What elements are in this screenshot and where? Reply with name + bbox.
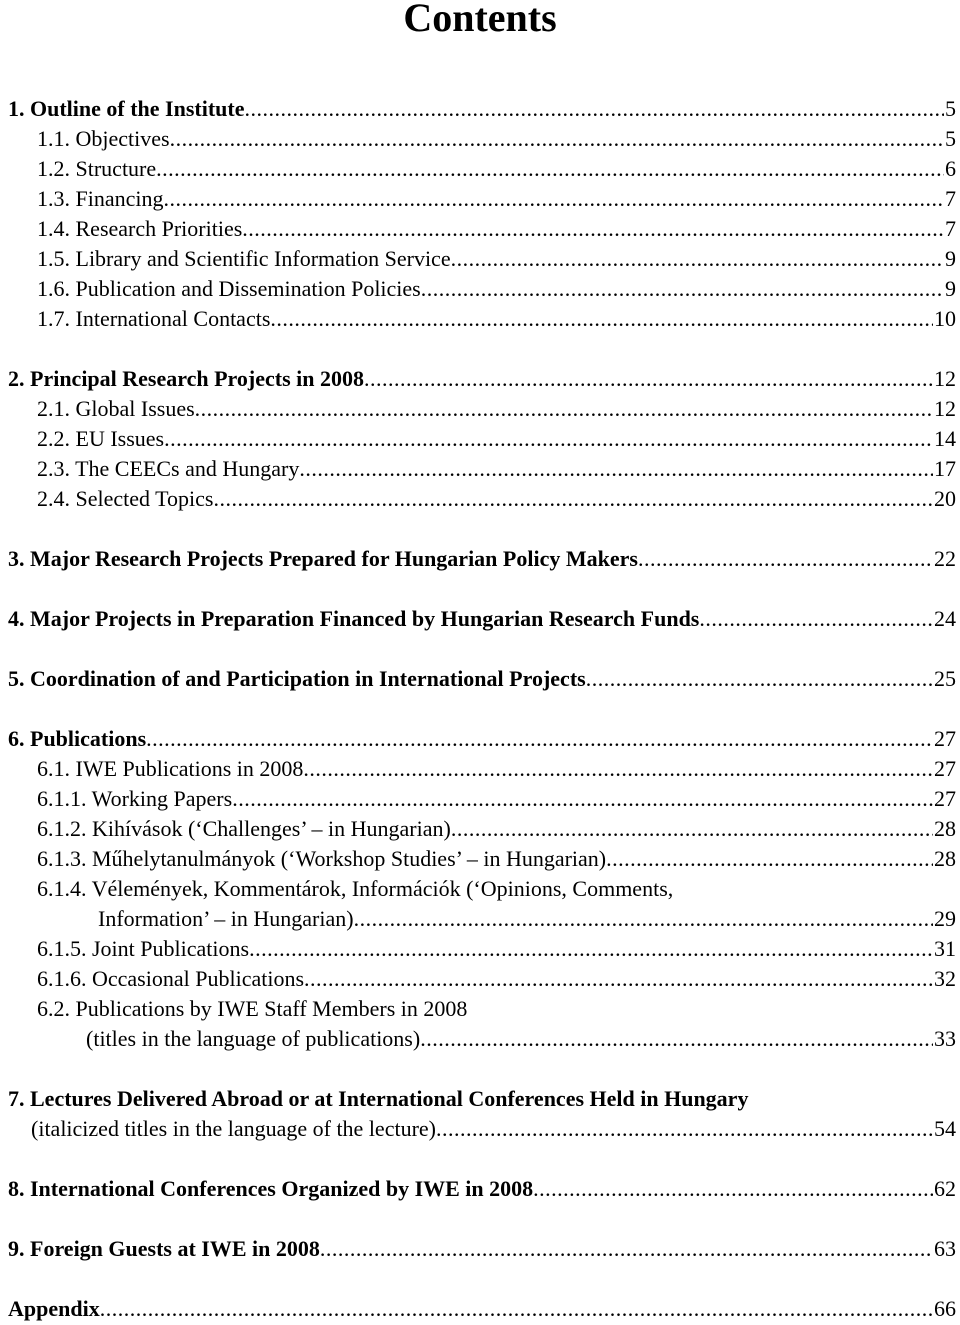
toc-entry-label: 4. Major Projects in Preparation Financed by Hungarian Research Funds (8, 606, 700, 631)
toc-page-number: 5 (945, 126, 956, 151)
toc-leader (304, 964, 933, 994)
toc-entry[interactable] (0, 724, 960, 754)
toc-leader (421, 274, 944, 304)
toc-entry[interactable] (0, 274, 960, 304)
toc-entry[interactable] (0, 1294, 960, 1324)
toc-page-number: 6 (945, 156, 956, 181)
toc-entry-label: 2.3. The CEECs and Hungary (37, 456, 300, 481)
toc-entry[interactable] (0, 1114, 960, 1144)
toc-page-number: 5 (945, 96, 956, 121)
toc-entry-label: 1.5. Library and Scientific Information Service (37, 246, 451, 271)
toc-entry-label: 5. Coordination of and Participation in International Projects (8, 666, 586, 691)
toc-entry-label: 1.4. Research Priorities (37, 216, 243, 241)
toc-entry-label: 6. Publications (8, 726, 147, 751)
toc-leader (451, 814, 933, 844)
toc-leader (170, 124, 944, 154)
toc-page-number: 28 (934, 846, 956, 871)
toc-entry[interactable] (0, 94, 960, 124)
toc-leader (195, 394, 933, 424)
toc-entry[interactable] (0, 424, 960, 454)
toc-entry-label: 1.7. International Contacts (37, 306, 271, 331)
toc-leader (533, 1174, 933, 1204)
toc-leader (232, 784, 933, 814)
toc-entry-label: 3. Major Research Projects Prepared for Hungarian Policy Makers (8, 546, 638, 571)
toc-entry[interactable] (0, 664, 960, 694)
toc-entry-label: 6.1.5. Joint Publications (37, 936, 250, 961)
page-title: Contents (403, 0, 557, 40)
toc-page-number: 62 (934, 1176, 956, 1201)
toc-leader (451, 244, 944, 274)
toc-leader (164, 184, 945, 214)
toc-page-number: 27 (934, 726, 956, 751)
toc-leader (320, 1234, 933, 1264)
toc-page-number: 7 (945, 216, 956, 241)
toc-entry[interactable] (0, 784, 960, 814)
toc-leader (213, 484, 933, 514)
toc-page-number: 28 (934, 816, 956, 841)
toc-entry[interactable] (0, 904, 960, 934)
toc-leader (245, 94, 945, 124)
toc-entry[interactable] (0, 1024, 960, 1054)
toc-entry[interactable] (0, 364, 960, 394)
toc-page-number: 25 (934, 666, 956, 691)
toc-entry-label: 1.1. Objectives (37, 126, 170, 151)
toc-leader (354, 904, 933, 934)
toc-page-number: 14 (934, 426, 956, 451)
toc-page-number: 12 (934, 396, 956, 421)
toc-entry-label: 1.2. Structure (37, 156, 157, 181)
toc-entry-label: 6.1.3. Műhelytanulmányok (‘Workshop Studies’ – in Hungarian) (37, 846, 607, 871)
toc-entry[interactable] (0, 814, 960, 844)
toc-leader (586, 664, 933, 694)
toc-entry[interactable] (0, 454, 960, 484)
toc-leader (606, 844, 933, 874)
toc-entry[interactable] (0, 934, 960, 964)
toc-leader (100, 1294, 933, 1324)
toc-entry-label: 1.6. Publication and Dissemination Policies (37, 276, 421, 301)
toc-entry-label: 6.1.4. Vélemények, Kommentárok, Információk (‘Opinions, Comments, (37, 876, 674, 901)
toc-entry[interactable] (0, 244, 960, 274)
toc-page-number: 63 (934, 1236, 956, 1261)
toc-entry[interactable] (0, 124, 960, 154)
toc-entry-label: 6.1.6. Occasional Publications (37, 966, 305, 991)
toc-entry-label: 2.1. Global Issues (37, 396, 195, 421)
toc-entry-label: 6.2. Publications by IWE Staff Members in 2008 (37, 996, 468, 1021)
toc-entry[interactable] (0, 394, 960, 424)
toc-page-number: 9 (945, 276, 956, 301)
toc-page-number: 27 (934, 756, 956, 781)
toc-entry-label: 6.1.1. Working Papers (37, 786, 233, 811)
toc-leader (242, 214, 944, 244)
toc-entry-label: Information’ – in Hungarian) (98, 906, 354, 931)
toc-entry[interactable] (0, 304, 960, 334)
toc-entry-label: 1. Outline of the Institute (8, 96, 245, 121)
toc-entry-label: 2.2. EU Issues (37, 426, 165, 451)
toc-page-number: 31 (934, 936, 956, 961)
toc-entry[interactable] (0, 964, 960, 994)
toc-leader (156, 154, 944, 184)
toc-entry[interactable] (0, 754, 960, 784)
toc-entry[interactable] (0, 154, 960, 184)
toc-page-number: 12 (934, 366, 956, 391)
toc-leader (364, 364, 933, 394)
toc-entry[interactable] (0, 484, 960, 514)
toc-page-number: 24 (934, 606, 956, 631)
toc-leader (164, 424, 933, 454)
toc-leader (303, 754, 933, 784)
toc-entry-label: (titles in the language of publications) (86, 1026, 421, 1051)
toc-page-number: 54 (934, 1116, 956, 1141)
toc-page-number: 29 (934, 906, 956, 931)
toc-entry[interactable] (0, 844, 960, 874)
toc-leader (638, 544, 933, 574)
toc-entry[interactable] (0, 214, 960, 244)
toc-entry[interactable] (0, 544, 960, 574)
toc-entry-label: 1.3. Financing (37, 186, 164, 211)
toc-entry-label: 9. Foreign Guests at IWE in 2008 (8, 1236, 320, 1261)
toc-leader (436, 1114, 933, 1144)
toc-entry[interactable] (0, 1234, 960, 1264)
toc-leader (146, 724, 933, 754)
toc-entry-label: 6.1.2. Kihívások (‘Challenges’ – in Hungarian) (37, 816, 451, 841)
toc-entry-label: 2. Principal Research Projects in 2008 (8, 366, 365, 391)
toc-entry[interactable] (0, 604, 960, 634)
toc-page-number: 9 (945, 246, 956, 271)
toc-leader (420, 1024, 933, 1054)
toc-page-number: 17 (934, 456, 956, 481)
toc-page-number: 7 (945, 186, 956, 211)
toc-leader (249, 934, 933, 964)
toc-page-number: 20 (934, 486, 956, 511)
toc-entry-label: Appendix (8, 1296, 100, 1321)
toc-entry[interactable] (0, 1174, 960, 1204)
toc-entry-label: 6.1. IWE Publications in 2008 (37, 756, 304, 781)
toc-leader (270, 304, 933, 334)
toc-leader (299, 454, 933, 484)
toc-page-number: 22 (934, 546, 956, 571)
toc-entry[interactable] (0, 184, 960, 214)
toc-page-number: 66 (934, 1296, 956, 1321)
toc-page-number: 27 (934, 786, 956, 811)
toc-entry-label: 2.4. Selected Topics (37, 486, 214, 511)
toc-page-number: 32 (934, 966, 956, 991)
toc-page-number: 33 (934, 1026, 956, 1051)
toc-entry-label: 8. International Conferences Organized by IWE in 2008 (8, 1176, 534, 1201)
toc-leader (699, 604, 933, 634)
toc-entry-label: (italicized titles in the language of the lecture) (31, 1116, 436, 1141)
toc-entry-label: 7. Lectures Delivered Abroad or at International Conferences Held in Hungary (8, 1086, 749, 1111)
toc-page-number: 10 (934, 306, 956, 331)
